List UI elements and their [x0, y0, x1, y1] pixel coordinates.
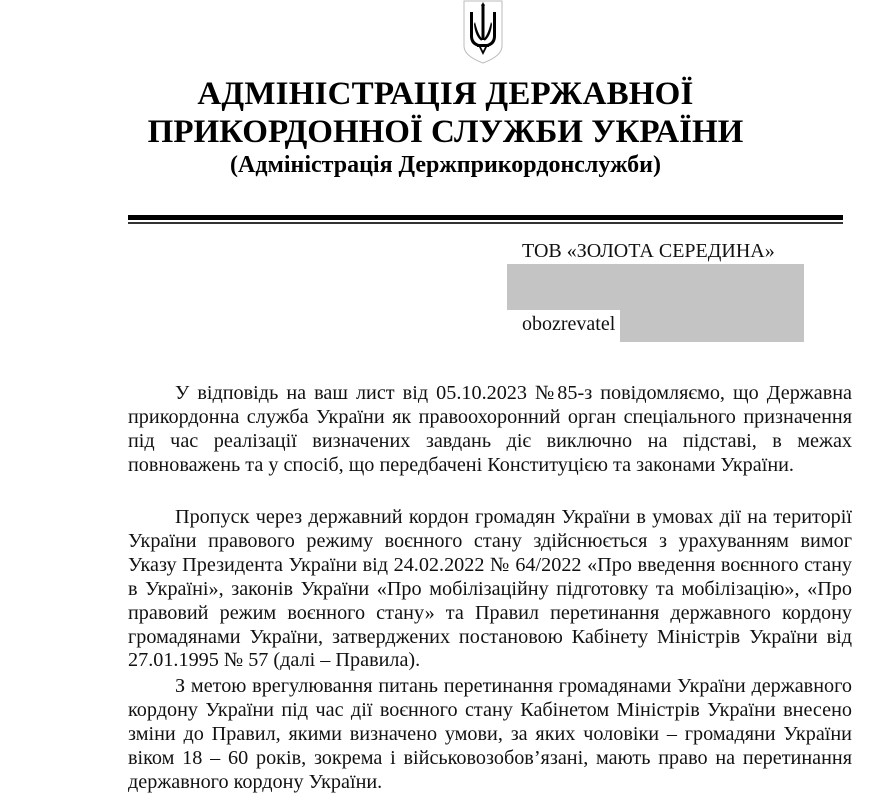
tryzub-coat-of-arms-icon — [462, 0, 504, 64]
letterhead-divider-thin — [128, 222, 843, 224]
recipient-email: obozrevatel — [522, 313, 616, 335]
letter-paragraph-1 — [128, 382, 852, 478]
letter-paragraph-3 — [128, 675, 852, 795]
letterhead-divider-thick — [128, 215, 843, 220]
agency-short-name: (Адміністрація Держприкордонслужби) — [230, 152, 661, 178]
paragraph-text: Пропуск через державний кордон громадян України в умовах дії на території України правового режиму воєнного стану здійснюється з урахуванням вимог Указу Президента України від 24.02.2022 № 64/2022 «Про введення воєнного стану в Україні», законів України «Про мобілізаційну підготовку та мобілізацію», «Про правовий режим воєнного стану» та Правил перетинання державного кордону громадянами України, затверджених постановою Кабінету Міністрів України від 27.01.1995 № 57 (далі – Правила). — [128, 506, 852, 672]
redacted-address-block — [507, 264, 804, 310]
agency-title-line2: ПРИКОРДОННОЇ СЛУЖБИ УКРАЇНИ — [147, 114, 744, 150]
recipient-name: ТОВ «ЗОЛОТА СЕРЕДИНА» — [522, 240, 775, 262]
paragraph-text: З метою врегулювання питань перетинання громадянами України державного кордону України під час дії воєнного стану Кабінетом Міністрів України внесено зміни до Правил, якими визначено умови, за яких чоловіки – громадяни України віком 18 – 60 років, зокрема і військовозобов’язані, мають право на перетинання державного кордону України. — [128, 675, 852, 793]
redacted-email-block — [620, 309, 804, 342]
paragraph-text: У відповідь на ваш лист від 05.10.2023 №85-з повідомляємо, що Державна прикордонна служба України як правоохоронний орган спеціального призначення під час реалізації визначених завдань діє виключно на підставі, в межах повноважень та у спосіб, що передбачені Конституцією та законами України. — [128, 382, 852, 476]
agency-title-line1: АДМІНІСТРАЦІЯ ДЕРЖАВНОЇ — [197, 76, 694, 112]
letter-paragraph-2 — [128, 506, 852, 673]
